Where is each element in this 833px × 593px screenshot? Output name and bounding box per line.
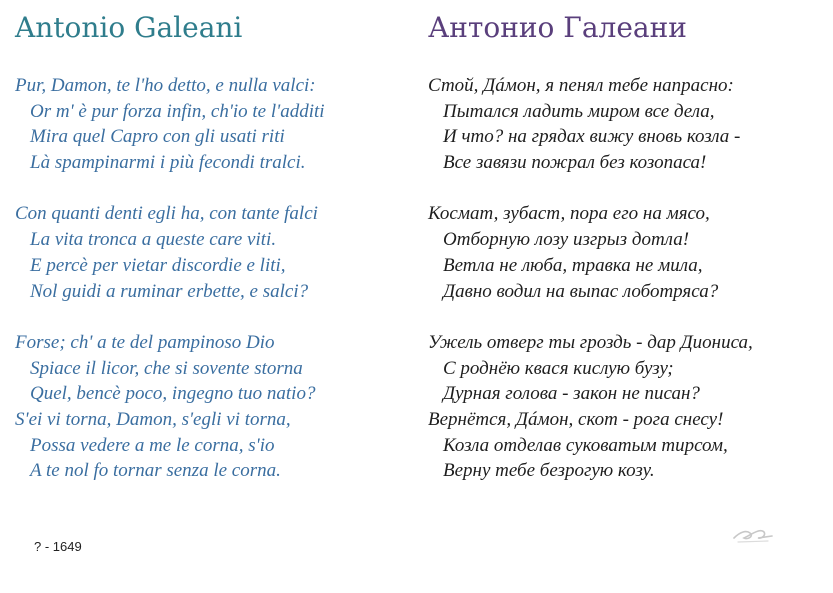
poem-line: Possa vedere a me le corna, s'io bbox=[30, 434, 275, 456]
poem-line: Nol guidi a ruminar erbette, e salci? bbox=[30, 280, 309, 302]
italian-title: Antonio Galeani bbox=[15, 11, 243, 44]
poem-line: Mira quel Capro con gli usati riti bbox=[30, 126, 285, 148]
poem-line: Козла отделав суковатым тирсом, bbox=[443, 434, 728, 456]
poem-line: A te nol fo tornar senza le corna. bbox=[30, 460, 281, 482]
poem-line: Стой, Дáмон, я пенял тебе напрасно: bbox=[428, 75, 734, 96]
poem-line: S'ei vi torna, Damon, s'egli vi torna, bbox=[15, 408, 291, 430]
russian-poem bbox=[428, 73, 753, 484]
poem-line: Пытался ладить миром все дела, bbox=[443, 100, 715, 122]
italian-poem bbox=[15, 73, 325, 484]
poem-line: Дурная голова - закон не писан? bbox=[443, 383, 700, 405]
poem-line: И что? на грядах вижу вновь козла - bbox=[443, 126, 741, 148]
poem-line: E percè per vietar discordie e liti, bbox=[30, 254, 286, 276]
poem-line: Ужель отверг ты гроздь - дар Диониса, bbox=[428, 331, 753, 353]
poem-line: Spiace il licor, che si sovente storna bbox=[30, 357, 303, 379]
poem-line: Con quanti denti egli ha, con tante falci bbox=[15, 203, 318, 225]
author-dates: ? - 1649 bbox=[34, 539, 82, 554]
poem-line: Верну тебе безрогую козу. bbox=[443, 460, 655, 482]
poem-line: Ветла не люба, травка не мила, bbox=[443, 254, 703, 276]
poem-line: Quel, bencè poco, ingegno tuo natio? bbox=[30, 383, 316, 405]
poem-line: Là spampinarmi i più fecondi tralci. bbox=[30, 152, 306, 174]
signature-mark bbox=[728, 518, 778, 546]
russian-title: Антонио Галеани bbox=[428, 11, 687, 44]
russian-stanza-1 bbox=[428, 73, 753, 176]
poem-line: La vita tronca a queste care viti. bbox=[30, 229, 277, 251]
poem-line: Or m' è pur forza infin, ch'io te l'additi bbox=[30, 100, 325, 122]
poem-line: Космат, зубаст, пора его на мясо, bbox=[428, 203, 710, 225]
italian-stanza-3 bbox=[15, 330, 325, 407]
italian-stanza-2 bbox=[15, 201, 325, 304]
italian-stanza-1 bbox=[15, 73, 325, 176]
poem-line: Вернётся, Дáмон, скот - рога снесу! bbox=[428, 408, 724, 430]
poem-line: Давно водил на выпас лоботряса? bbox=[443, 280, 719, 302]
poem-line: Отборную лозу изгрыз дотла! bbox=[443, 229, 690, 251]
russian-stanza-4 bbox=[428, 407, 753, 484]
russian-stanza-3 bbox=[428, 330, 753, 407]
poem-line: Все завязи пожрал без козопаса! bbox=[443, 152, 707, 174]
poem-line: С роднёю квася кислую бузу; bbox=[443, 357, 674, 379]
italian-stanza-4 bbox=[15, 407, 325, 484]
poem-line: Pur, Damon, te l'ho detto, e nulla valci: bbox=[15, 75, 316, 96]
poem-line: Forse; ch' a te del pampinoso Dio bbox=[15, 331, 275, 353]
russian-stanza-2 bbox=[428, 201, 753, 304]
